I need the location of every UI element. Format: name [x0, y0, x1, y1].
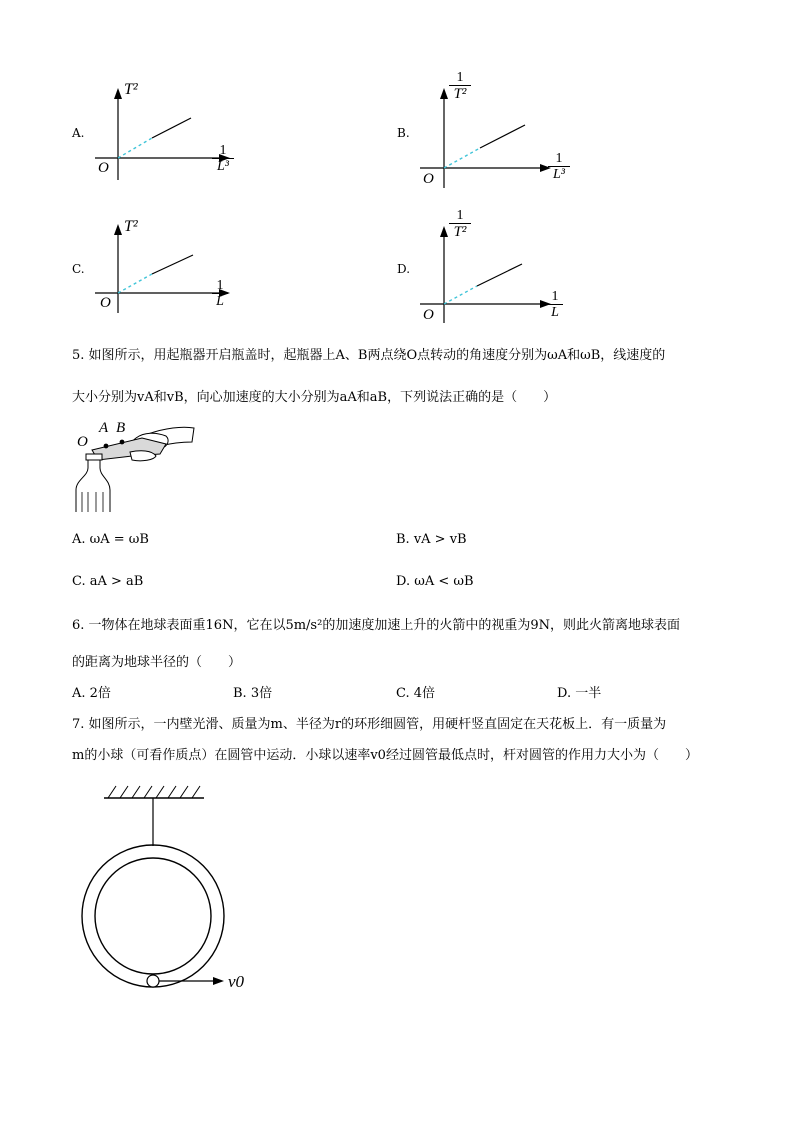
y-axis-label — [449, 70, 471, 103]
q5-option-c: C. aA > aB — [72, 574, 144, 589]
q6-option-c: C. 4倍 — [396, 686, 436, 701]
q6-option-b: B. 3倍 — [233, 686, 273, 701]
x-axis-label — [548, 152, 570, 183]
q6-option-a: A. 2倍 — [72, 686, 111, 701]
y-axis-denominator: T² — [453, 86, 467, 102]
y-axis-denominator: T² — [453, 224, 467, 240]
graph-option-d — [385, 208, 585, 333]
q6-stem-line2: 的距离为地球半径的（ ） — [72, 655, 242, 670]
x-axis-numerator: 1 — [547, 290, 563, 305]
q6-option-d: D. 一半 — [557, 686, 602, 701]
origin-label: O — [98, 160, 109, 176]
graph-letter: C. — [72, 262, 85, 276]
graph-option-b — [385, 70, 585, 195]
q5-stem-line1: 5. 如图所示，用起瓶器开启瓶盖时，起瓶器上A、B两点绕O点转动的角速度分别为ωA和ωB，线速度的 — [72, 348, 666, 363]
graph-letter: D. — [397, 262, 411, 276]
y-axis-label: T² — [124, 218, 138, 235]
x-axis-numerator: 1 — [548, 152, 570, 167]
y-axis-label — [449, 208, 471, 241]
velocity-label: v0 — [228, 972, 245, 991]
x-axis-denominator: L³ — [217, 159, 229, 174]
q5-option-b: B. vA > vB — [396, 532, 467, 547]
q5-option-d: D. ωA < ωB — [396, 574, 474, 589]
x-axis-label — [547, 290, 563, 321]
graph-option-c — [60, 218, 250, 318]
ring-tube-figure — [70, 780, 270, 1000]
q7-stem-line1: 7. 如图所示，一内壁光滑、质量为m、半径为r的环形细圆管，用硬杆竖直固定在天花板上．有一质量为 — [72, 717, 667, 732]
q5-option-a: A. ωA = ωB — [72, 532, 149, 547]
ring-tube-drawing — [70, 780, 270, 1000]
q6-stem-line1: 6. 一物体在地球表面重16N，它在以5m/s²的加速度加速上升的火箭中的视重为9N，则此火箭离地球表面 — [72, 618, 680, 633]
origin-label: O — [423, 307, 434, 323]
point-a-label: A — [99, 420, 109, 436]
point-b-label: B — [116, 420, 126, 436]
graph-option-a — [60, 80, 250, 190]
x-axis-numerator: 1 — [212, 144, 234, 159]
y-axis-numerator: 1 — [449, 70, 471, 86]
x-axis-denominator: L — [551, 305, 559, 320]
x-axis-label — [212, 279, 228, 310]
x-axis-label — [212, 144, 234, 175]
y-axis-label: T² — [124, 81, 138, 98]
x-axis-denominator: L — [216, 294, 224, 309]
q5-stem-line2: 大小分别为vA和vB，向心加速度的大小分别为aA和aB，下列说法正确的是（ ） — [72, 390, 557, 405]
bottle-opener-figure — [70, 420, 200, 512]
q7-stem-line2: m的小球（可看作质点）在圆管中运动．小球以速率v0经过圆管最低点时，杆对圆管的作用力大小为（ ） — [72, 748, 698, 763]
point-o-label: O — [77, 434, 88, 450]
origin-label: O — [100, 295, 111, 311]
bottle-opener-drawing — [70, 420, 200, 512]
x-axis-numerator: 1 — [212, 279, 228, 294]
y-axis-numerator: 1 — [449, 208, 471, 224]
graph-letter: A. — [72, 126, 85, 140]
origin-label: O — [423, 171, 434, 187]
x-axis-denominator: L³ — [553, 167, 565, 182]
graph-letter: B. — [397, 126, 410, 140]
